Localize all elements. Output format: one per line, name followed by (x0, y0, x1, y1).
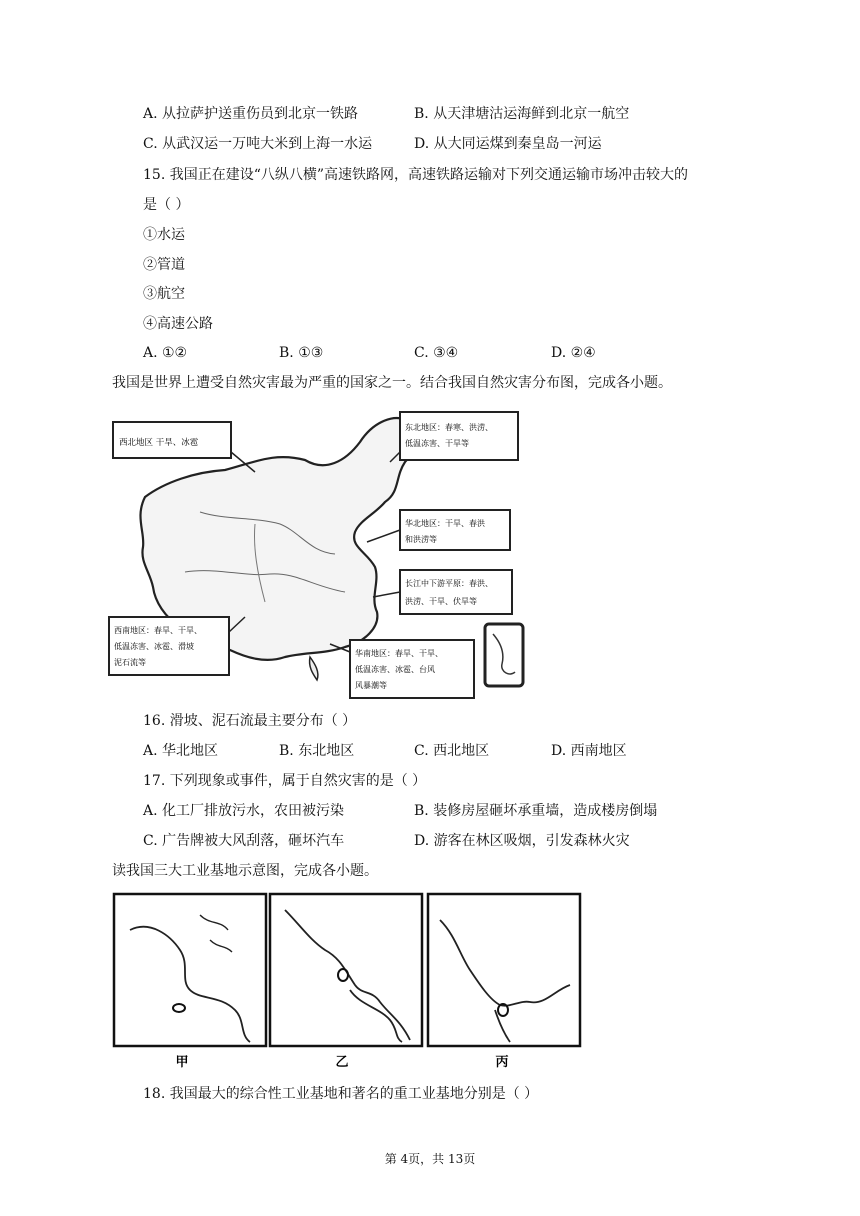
q16-option-b: B. 东北地区 (279, 743, 355, 759)
q15-item-3: ③航空 (143, 286, 185, 302)
q15-item-1: ①水运 (143, 227, 185, 243)
industrial-bases-illustration (110, 890, 585, 1075)
q17-option-a: A. 化工厂排放污水，农田被污染 (143, 803, 345, 819)
q17-option-c: C. 广告牌被大风刮落，砸坏汽车 (143, 833, 345, 849)
q14-option-a: A. 从拉萨护送重伤员到北京一铁路 (143, 106, 359, 122)
q16-option-a: A. 华北地区 (143, 743, 219, 759)
label-northwest: 西北地区 干旱、冰雹 (119, 438, 199, 448)
section-intro-disasters: 我国是世界上遭受自然灾害最为严重的国家之一。结合我国自然灾害分布图，完成各小题。 (112, 375, 672, 391)
china-map-illustration (105, 402, 533, 702)
disaster-map (105, 402, 533, 702)
q15-option-a: A. ①② (143, 345, 188, 361)
q16-stem: 16. 滑坡、泥石流最主要分布（ ） (143, 713, 357, 729)
q17-option-d: D. 游客在林区吸烟，引发森林火灾 (414, 833, 630, 849)
map-label-jia: 甲 (175, 1055, 189, 1070)
page-footer: 第 4页，共 13页 (384, 1152, 476, 1166)
q16-option-d: D. 西南地区 (551, 743, 627, 759)
label-south-2: 低温冻害、冰雹、台风 (355, 665, 435, 674)
section-intro-industrial: 读我国三大工业基地示意图，完成各小题。 (112, 863, 378, 879)
q18-stem: 18. 我国最大的综合性工业基地和著名的重工业基地分别是（ ） (143, 1086, 539, 1102)
label-north-2: 和洪涝等 (405, 535, 437, 544)
q15-option-c: C. ③④ (414, 345, 459, 361)
q15-item-4: ④高速公路 (143, 316, 213, 332)
q17-option-b: B. 装修房屋砸坏承重墙，造成楼房倒塌 (414, 803, 658, 819)
q14-option-c: C. 从武汉运一万吨大米到上海一水运 (143, 136, 373, 152)
q16-option-c: C. 西北地区 (414, 743, 490, 759)
label-southwest-2: 低温冻害、冰雹、滑坡 (114, 642, 194, 651)
q15-item-2: ②管道 (143, 257, 185, 273)
label-north-1: 华北地区：干旱、春洪 (405, 519, 485, 528)
q14-option-b: B. 从天津塘沽运海鲜到北京一航空 (414, 106, 630, 122)
label-yangtze-1: 长江中下游平原：春洪、 (405, 579, 493, 588)
label-south-1: 华南地区：春旱、干旱、 (355, 649, 443, 658)
q14-option-d: D. 从大同运煤到秦皇岛一河运 (414, 136, 602, 152)
q15-option-b: B. ①③ (279, 345, 324, 361)
q15-stem-line1: 15. 我国正在建设“八纵八横”高速铁路网，高速铁路运输对下列交通运输市场冲击较大的 (143, 167, 689, 183)
label-northeast-2: 低温冻害、干旱等 (405, 439, 469, 448)
label-yangtze-2: 洪涝、干旱、伏旱等 (405, 597, 477, 606)
q17-stem: 17. 下列现象或事件，属于自然灾害的是（ ） (143, 773, 427, 789)
label-south-3: 风暴潮等 (355, 681, 387, 690)
label-southwest-1: 西南地区：春旱、干旱、 (114, 626, 202, 635)
label-southwest-3: 泥石流等 (114, 658, 146, 667)
industrial-bases-map (110, 890, 585, 1075)
label-northeast-1: 东北地区：春寒、洪涝、 (405, 423, 493, 432)
q15-option-d: D. ②④ (551, 345, 596, 361)
q15-stem-line2: 是（ ） (143, 197, 190, 213)
map-label-yi: 乙 (335, 1055, 349, 1070)
map-label-bing: 丙 (495, 1055, 509, 1070)
